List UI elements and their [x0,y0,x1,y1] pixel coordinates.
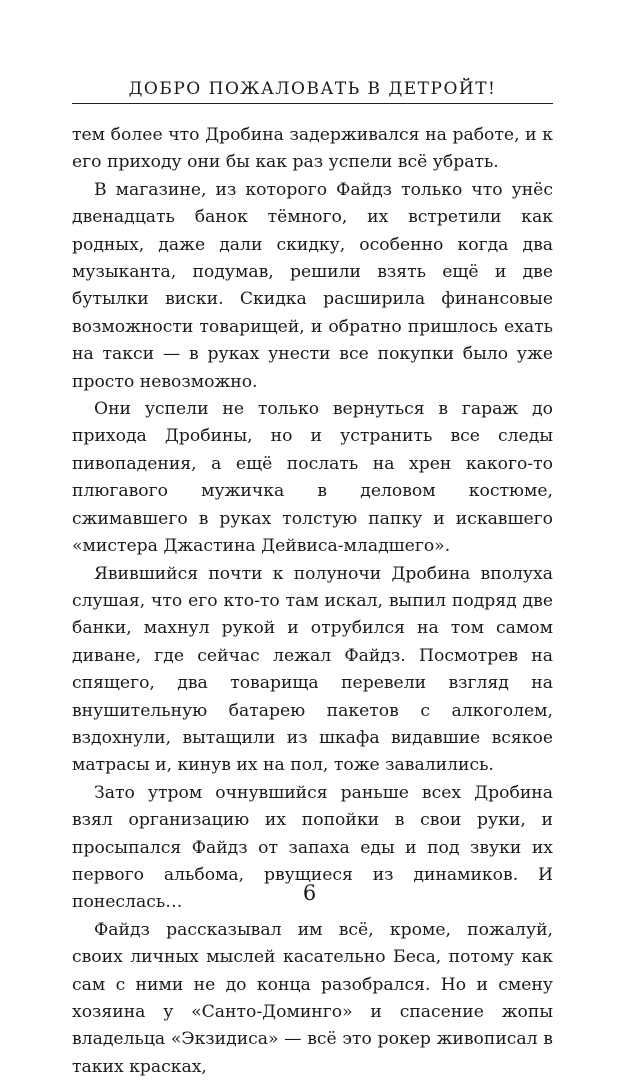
body-text [72,122,553,1081]
header-rule [72,103,553,104]
paragraph-continuation: тем более что Дробина задерживался на работе, и к его приходу они бы как раз успели всё убрать. [72,125,553,173]
paragraph: Явившийся почти к полуночи Дробина вполуха слушая, что его кто-то там искал, выпил подряд две банки, махнул рукой и отрубился на том самом диване, где сейчас лежал Файдз. Посмотрев на спящего, два товарища перевели взгляд на внушительную батарею пакетов с алкоголем, вздохнули, вытащили из шкафа видавшие всякое матрасы и, кинув их на пол, тоже завалились. [72,563,553,776]
paragraph: Файдз рассказывал им всё, кроме, пожалуй, своих личных мыслей касательно Беса, потому как сам с ними не до конца разобрался. Но и смену хозяина у «Санто-Доминго» и спасение жопы владельца «Экзидиса» — всё это рокер живописал в таких красках, [72,919,553,1077]
page-number: 6 [302,881,317,905]
paragraph: Они успели не только вернуться в гараж до прихода Дробины, но и устранить все следы пивопадения, а ещё послать на хрен какого-то плюгавого мужичка в деловом костюме, сжимавшего в руках толстую папку и искавшего «мистера Джастина Дейвиса-младшего». [72,399,553,557]
running-header: ДОБРО ПОЖАЛОВАТЬ В ДЕТРОЙТ! [128,79,497,99]
paragraph: В магазине, из которого Файдз только что унёс двенадцать банок тёмного, их встретили как родных, даже дали скидку, особенно когда два музыканта, подумав, решили взять ещё и две бутылки виски. Скидка расширила финансовые возможности товарищей, и обратно пришлось ехать на такси — в руках унести все покупки было уже просто невозможно. [72,179,553,392]
paragraph: Зато утром очнувшийся раньше всех Дробина взял организацию их попойки в свои руки, и просыпался Файдз от запаха еды и под звуки их первого альбома, рвущиеся из динамиков. И понеслась… [72,782,553,913]
